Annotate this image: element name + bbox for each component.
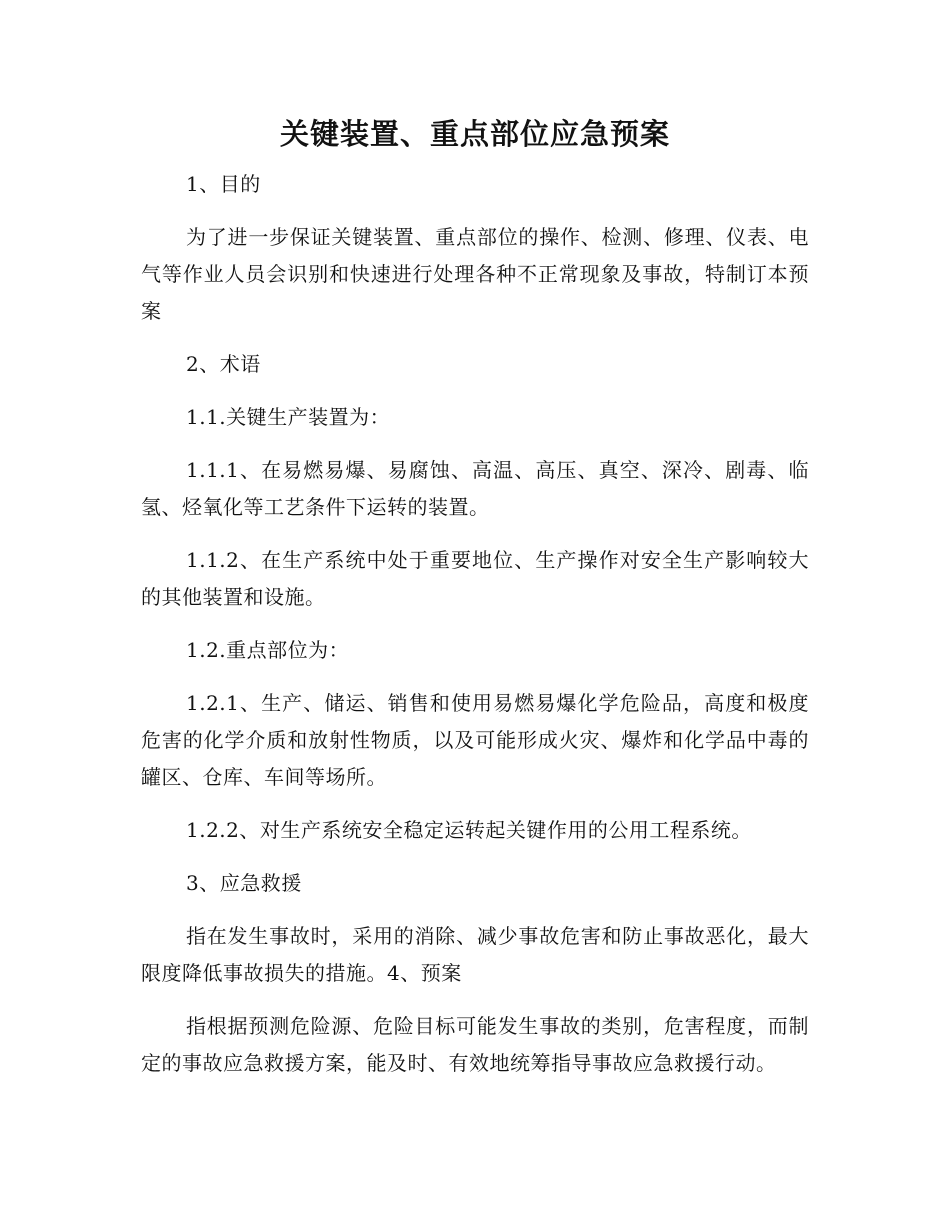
subheading-key-locations: 1.2.重点部位为： [186, 638, 350, 662]
subheading-key-devices: 1.1.关键生产装置为： [186, 405, 391, 429]
document-body [141, 166, 809, 1098]
document-title: 关键装置、重点部位应急预案 [279, 117, 670, 151]
paragraph-emergency-rescue: 指在发生事故时，采用的消除、减少事故危害和防止事故恶化，最大限度降低事故损失的措施。4、预案 [141, 924, 809, 985]
paragraph-purpose: 为了进一步保证关键装置、重点部位的操作、检测、修理、仪表、电气等作业人员会识别和快速进行处理各种不正常现象及事故，特制订本预案 [141, 225, 809, 323]
paragraph-1-1-2: 1.1.2、在生产系统中处于重要地位、生产操作对安全生产影响较大的其他装置和设施。 [141, 548, 809, 609]
section-heading-emergency-rescue: 3、应急救援 [186, 871, 302, 895]
section-heading-terms: 2、术语 [186, 352, 261, 376]
paragraph-1-1-1: 1.1.1、在易燃易爆、易腐蚀、高温、高压、真空、深冷、剧毒、临氢、烃氧化等工艺条件下运转的装置。 [141, 458, 809, 519]
section-heading-purpose: 1、目的 [186, 172, 261, 196]
paragraph-1-2-2: 1.2.2、对生产系统安全稳定运转起关键作用的公用工程系统。 [186, 818, 752, 842]
paragraph-1-2-1: 1.2.1、生产、储运、销售和使用易燃易爆化学危险品，高度和极度危害的化学介质和放射性物质，以及可能形成火灾、爆炸和化学品中毒的罐区、仓库、车间等场所。 [141, 691, 809, 789]
paragraph-plan: 指根据预测危险源、危险目标可能发生事故的类别，危害程度，而制定的事故应急救援方案，能及时、有效地统筹指导事故应急救援行动。 [141, 1014, 809, 1075]
